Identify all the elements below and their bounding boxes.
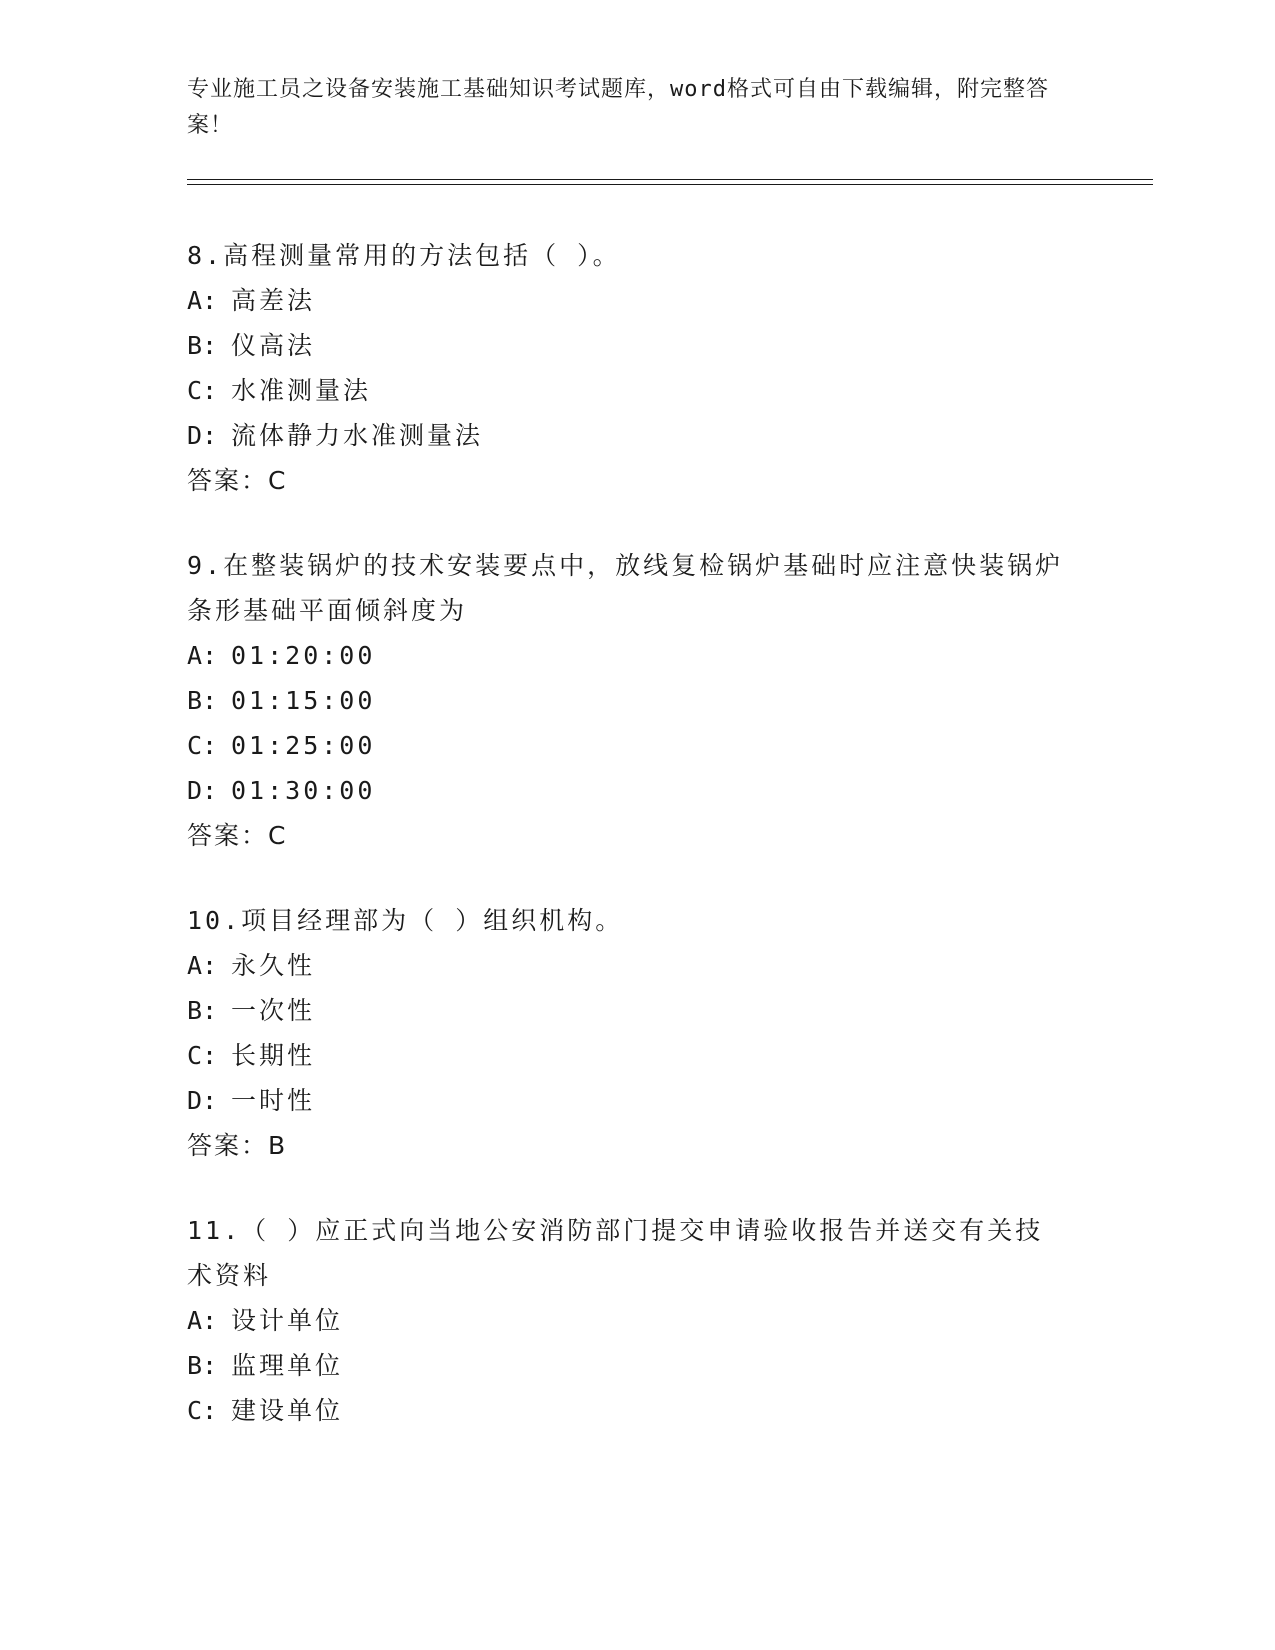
option-a [187,943,1067,988]
option-d [187,413,1067,458]
option-key: B: [187,1351,218,1380]
option-key: A: [187,286,218,315]
option-b [187,988,1067,1033]
option-c [187,1388,1067,1433]
option-a [187,633,1067,678]
option-key: A: [187,951,218,980]
option-text: 01:30:00 [231,776,376,805]
answer-line: 答案：C [187,821,288,850]
option-b [187,1343,1067,1388]
question-9 [187,543,1067,858]
option-key: D: [187,1086,218,1115]
option-text: 01:15:00 [231,686,376,715]
option-key: C: [187,1396,218,1425]
option-text: 高差法 [231,286,316,315]
option-text: 01:20:00 [231,641,376,670]
option-key: B: [187,996,218,1025]
question-10 [187,898,1067,1168]
option-a [187,278,1067,323]
question-list [187,233,1067,1473]
answer-line: 答案：B [187,1131,288,1160]
option-c [187,368,1067,413]
option-key: D: [187,421,218,450]
option-text: 流体静力水准测量法 [231,421,484,450]
question-title: 11.（ ）应正式向当地公安消防部门提交申请验收报告并送交有关技术资料 [187,1216,1044,1290]
option-b [187,323,1067,368]
option-key: A: [187,1306,218,1335]
question-title: 9.在整装锅炉的技术安装要点中，放线复检锅炉基础时应注意快装锅炉条形基础平面倾斜度为 [187,551,1064,625]
question-8 [187,233,1067,503]
option-key: C: [187,731,218,760]
option-d [187,768,1067,813]
option-text: 一时性 [231,1086,316,1115]
option-text: 水准测量法 [231,376,372,405]
option-text: 设计单位 [231,1306,344,1335]
option-b [187,678,1067,723]
option-text: 永久性 [231,951,316,980]
option-c [187,723,1067,768]
option-text: 建设单位 [231,1396,344,1425]
option-key: C: [187,376,218,405]
option-a [187,1298,1067,1343]
option-text: 仪高法 [231,331,316,360]
option-c [187,1033,1067,1078]
option-text: 长期性 [231,1041,316,1070]
answer-line: 答案：C [187,466,288,495]
option-key: A: [187,641,218,670]
header-rule-bottom [187,184,1153,185]
header-rule-top [187,179,1153,180]
option-key: D: [187,776,218,805]
question-title: 10.项目经理部为（ ）组织机构。 [187,906,624,935]
question-11 [187,1208,1067,1433]
option-d [187,1078,1067,1123]
question-title: 8.高程测量常用的方法包括（ ）。 [187,241,621,270]
option-text: 一次性 [231,996,316,1025]
option-key: B: [187,331,218,360]
option-text: 监理单位 [231,1351,344,1380]
option-text: 01:25:00 [231,731,376,760]
document-header: 专业施工员之设备安装施工基础知识考试题库，word格式可自由下载编辑，附完整答案！ [187,77,1049,138]
option-key: C: [187,1041,218,1070]
option-key: B: [187,686,218,715]
